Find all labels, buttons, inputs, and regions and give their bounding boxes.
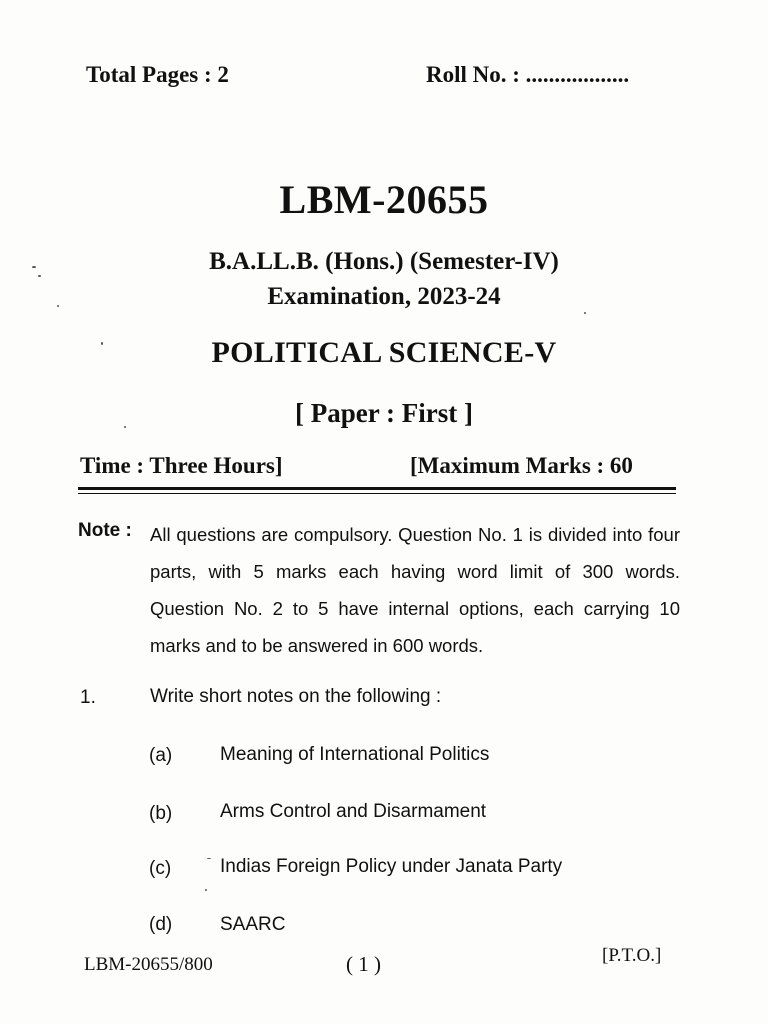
paper-code-title: LBM-20655 <box>279 177 489 222</box>
divider-thick <box>78 487 676 490</box>
divider-thin <box>78 493 676 494</box>
scan-speck <box>38 275 41 277</box>
subject-title: POLITICAL SCIENCE-V <box>211 336 557 369</box>
part-c-label: (c) <box>149 858 172 879</box>
scan-speck <box>205 889 207 891</box>
paper-number: [ Paper : First ] <box>295 398 473 428</box>
part-b-label: (b) <box>149 803 173 824</box>
course-name: B.A.LL.B. (Hons.) (Semester-IV) <box>209 248 559 275</box>
footer-paper-code: LBM-20655/800 <box>84 954 213 975</box>
scan-speck <box>584 312 586 314</box>
footer-page-number: ( 1 ) <box>346 952 381 976</box>
footer-pto: [P.T.O.] <box>602 945 662 966</box>
time-allowed: Time : Three Hours] <box>80 453 283 478</box>
question-text: Write short notes on the following : <box>150 686 442 707</box>
maximum-marks: [Maximum Marks : 60 <box>410 453 633 478</box>
scan-speck <box>57 305 59 307</box>
part-a-text: Meaning of International Politics <box>220 744 490 765</box>
examination-year: Examination, 2023-24 <box>267 283 501 310</box>
roll-number-field: Roll No. : .................. <box>426 62 630 87</box>
part-d-label: (d) <box>149 914 173 935</box>
part-c-text: Indias Foreign Policy under Janata Party <box>220 856 563 877</box>
part-b-text: Arms Control and Disarmament <box>220 801 487 822</box>
scan-speck <box>124 426 126 428</box>
note-text: All questions are compulsory. Question No. 1 is divided into four parts, with 5 marks each having word limit of 300 words. Question No. 2 to 5 have internal options, each carrying 10 marks and to be answered in 600 words. <box>150 524 680 656</box>
scan-speck <box>207 858 211 859</box>
total-pages: Total Pages : 2 <box>86 62 229 87</box>
scan-speck <box>101 342 103 345</box>
note-label: Note : <box>78 520 132 541</box>
question-number: 1. <box>80 687 96 708</box>
part-d-text: SAARC <box>220 914 286 935</box>
part-a-label: (a) <box>149 745 173 766</box>
scan-speck <box>32 266 36 268</box>
